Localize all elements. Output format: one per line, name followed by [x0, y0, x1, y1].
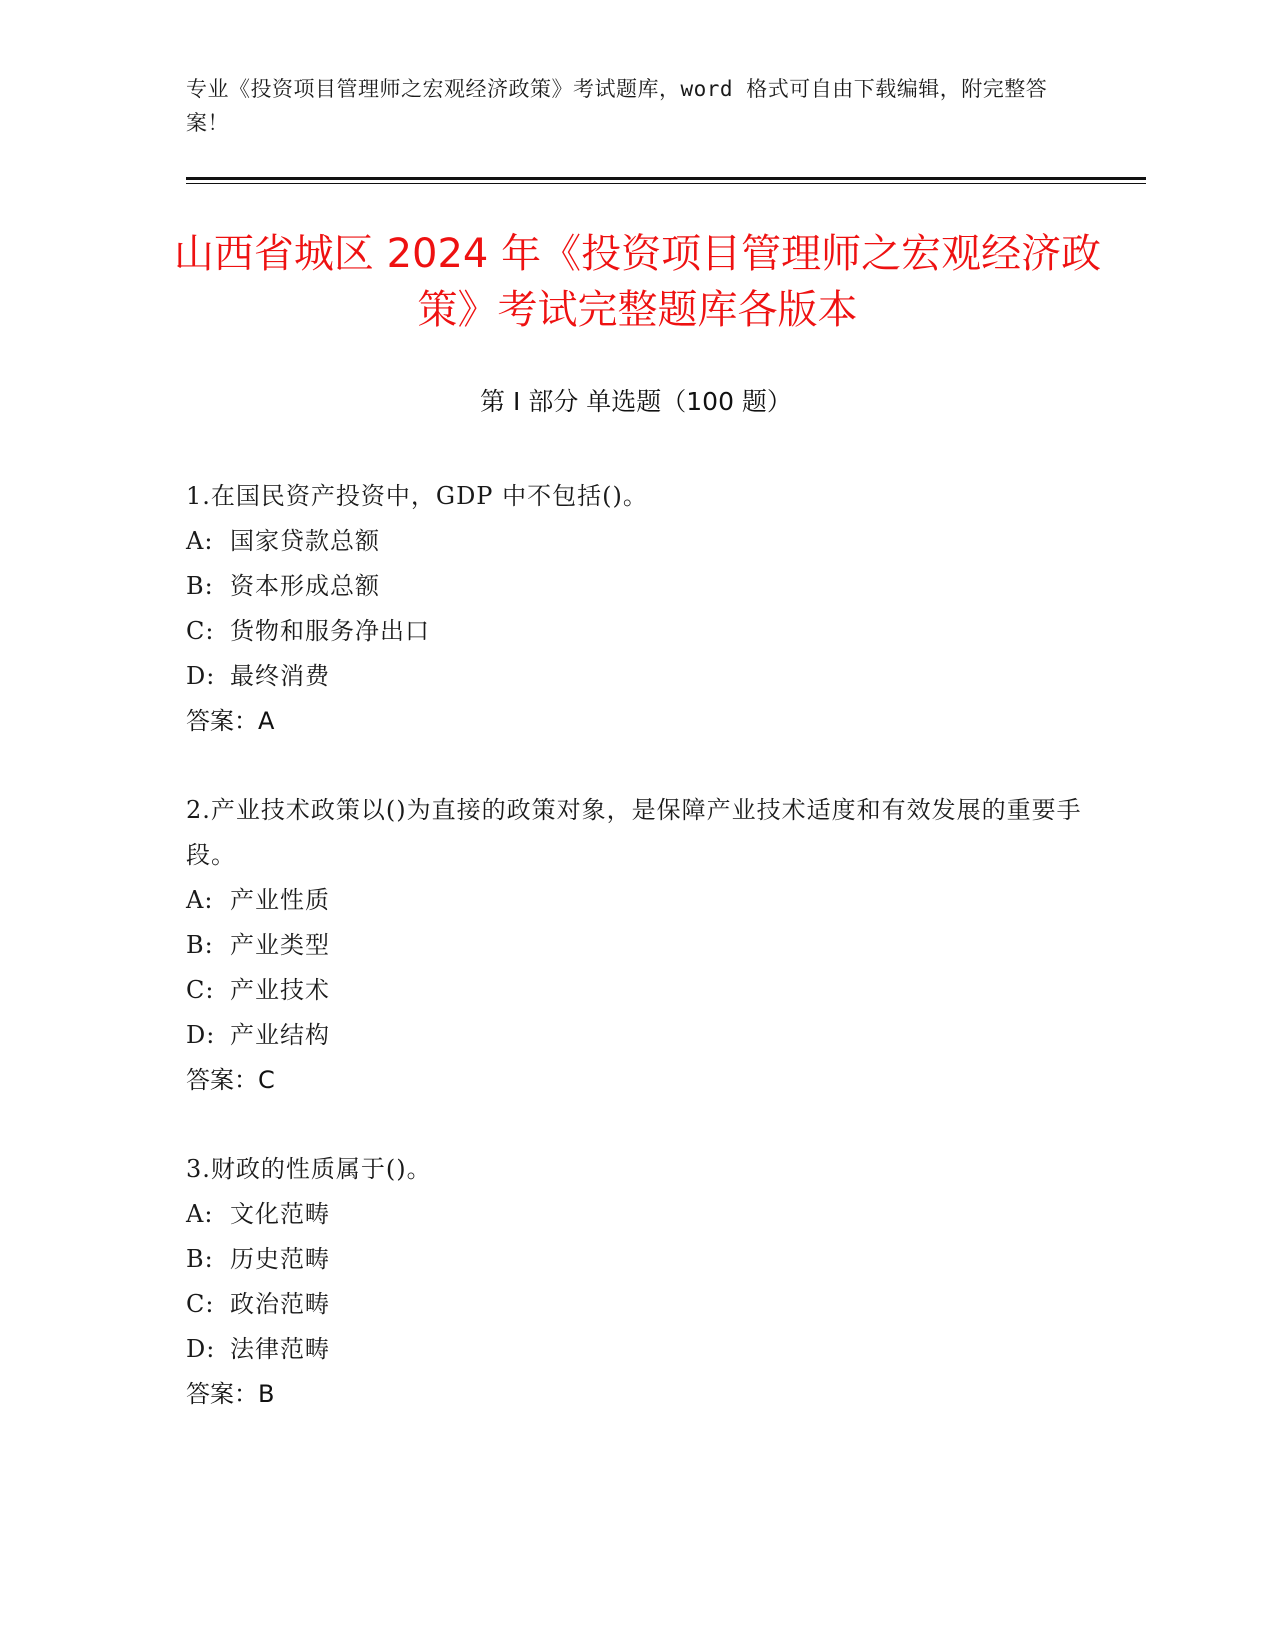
option-text: 最终消费 [230, 662, 330, 690]
option-key: B: [186, 931, 214, 959]
option-key: A: [186, 527, 214, 555]
option-text: 产业类型 [230, 931, 330, 959]
option-text: 产业结构 [230, 1021, 330, 1049]
question-stem: 1.在国民资产投资中，GDP 中不包括()。 [186, 482, 648, 510]
option-key: B: [186, 1245, 214, 1273]
option-a [186, 519, 1086, 564]
question-2 [186, 788, 1086, 1103]
document-title: 山西省城区 2024 年《投资项目管理师之宏观经济政策》考试完整题库各版本 [173, 231, 1102, 333]
answer-line: 答案：C [186, 1066, 275, 1094]
option-text: 历史范畴 [230, 1245, 330, 1273]
option-a [186, 878, 1086, 923]
question-list [186, 474, 1086, 1461]
option-text: 产业技术 [230, 976, 330, 1004]
option-b [186, 923, 1086, 968]
option-key: D: [186, 662, 216, 690]
header-rule-thin [186, 183, 1146, 184]
option-c [186, 609, 1086, 654]
question-1 [186, 474, 1086, 744]
option-text: 货物和服务净出口 [230, 617, 430, 645]
option-text: 文化范畴 [230, 1200, 330, 1228]
option-b [186, 1237, 1086, 1282]
option-text: 政治范畴 [230, 1290, 330, 1318]
option-c [186, 968, 1086, 1013]
question-3 [186, 1147, 1086, 1417]
answer-line: 答案：A [186, 707, 275, 735]
question-stem: 3.财政的性质属于()。 [186, 1155, 432, 1183]
option-key: D: [186, 1021, 216, 1049]
option-d [186, 1013, 1086, 1058]
option-key: D: [186, 1335, 216, 1363]
section-title: 第 I 部分 单选题（100 题） [480, 387, 792, 416]
header-note: 专业《投资项目管理师之宏观经济政策》考试题库，word 格式可自由下载编辑，附完整答案！ [186, 77, 1048, 135]
option-text: 资本形成总额 [230, 572, 380, 600]
option-key: B: [186, 572, 214, 600]
question-stem: 2.产业技术政策以()为直接的政策对象，是保障产业技术适度和有效发展的重要手段。 [186, 796, 1082, 869]
option-key: C: [186, 617, 215, 645]
option-a [186, 1192, 1086, 1237]
option-text: 产业性质 [230, 886, 330, 914]
option-d [186, 654, 1086, 699]
option-key: A: [186, 1200, 214, 1228]
header-rule-thick [186, 177, 1146, 180]
option-d [186, 1327, 1086, 1372]
option-b [186, 564, 1086, 609]
option-text: 法律范畴 [230, 1335, 330, 1363]
option-c [186, 1282, 1086, 1327]
option-key: A: [186, 886, 214, 914]
answer-line: 答案：B [186, 1380, 275, 1408]
option-text: 国家贷款总额 [230, 527, 380, 555]
option-key: C: [186, 1290, 215, 1318]
option-key: C: [186, 976, 215, 1004]
